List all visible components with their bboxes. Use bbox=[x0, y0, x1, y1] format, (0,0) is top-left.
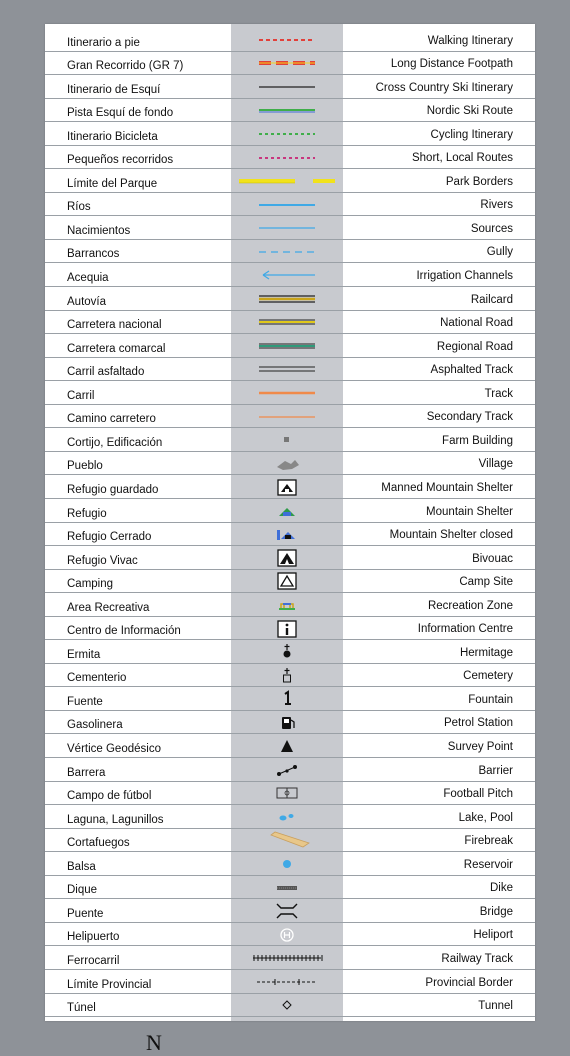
shelter-closed-icon bbox=[231, 523, 343, 547]
legend-label-en: Recreation Zone bbox=[427, 599, 513, 612]
information-centre-icon bbox=[231, 617, 343, 641]
source-icon bbox=[231, 216, 343, 240]
legend-label-en: Tunnel bbox=[478, 1000, 513, 1013]
legend-row bbox=[45, 146, 535, 170]
legend-row bbox=[45, 28, 535, 52]
legend-label-es: Nacimientos bbox=[67, 224, 131, 237]
legend-label-en: Firebreak bbox=[464, 835, 513, 848]
legend-label-es: Laguna, Lagunillos bbox=[67, 813, 164, 826]
legend-label-en: Reservoir bbox=[463, 858, 513, 871]
secondary-track-icon bbox=[231, 405, 343, 429]
legend-row bbox=[45, 499, 535, 523]
legend-label-es: Refugio Cerrado bbox=[67, 531, 152, 544]
legend-panel bbox=[45, 24, 535, 1021]
legend-label-en: Mountain Shelter closed bbox=[389, 529, 513, 542]
legend-label-es: Cortijo, Edificación bbox=[67, 436, 163, 449]
legend-label-es: Ferrocarril bbox=[67, 954, 120, 967]
national-road-icon bbox=[231, 311, 343, 335]
long-distance-footpath-icon bbox=[231, 52, 343, 76]
legend-label-es: Gasolinera bbox=[67, 719, 123, 732]
legend-label-es: Vértice Geodésico bbox=[67, 743, 161, 756]
barrier-icon bbox=[231, 758, 343, 782]
reservoir-icon bbox=[231, 852, 343, 876]
legend-label-en: Bridge bbox=[479, 905, 513, 918]
legend-label-en: Asphalted Track bbox=[430, 364, 513, 377]
legend-row bbox=[45, 782, 535, 806]
legend-label-es: Carril bbox=[67, 389, 95, 402]
legend-row bbox=[45, 876, 535, 900]
legend-label-en: Cemetery bbox=[463, 670, 513, 683]
legend-row bbox=[45, 523, 535, 547]
legend-label-en: Farm Building bbox=[442, 434, 513, 447]
legend-label-es: Area Recreativa bbox=[67, 601, 150, 614]
legend-label-es: Refugio guardado bbox=[67, 483, 159, 496]
recreation-zone-icon bbox=[231, 593, 343, 617]
legend-label-en: Dike bbox=[489, 882, 513, 895]
legend-label-es: Límite del Parque bbox=[67, 177, 158, 190]
legend-row bbox=[45, 735, 535, 759]
legend-label-es: Límite Provincial bbox=[67, 978, 152, 991]
village-icon bbox=[231, 452, 343, 476]
legend-label-en: Sources bbox=[470, 222, 513, 235]
shelter-icon bbox=[231, 499, 343, 523]
legend-row bbox=[45, 617, 535, 641]
hermitage-icon bbox=[231, 640, 343, 664]
legend-label-en: Nordic Ski Route bbox=[426, 105, 513, 118]
legend-label-es: Acequia bbox=[67, 272, 109, 285]
legend-row bbox=[45, 805, 535, 829]
legend-label-en: Rivers bbox=[480, 199, 513, 212]
lake-icon bbox=[231, 805, 343, 829]
legend-label-en: Lake, Pool bbox=[458, 811, 513, 824]
legend-row bbox=[45, 994, 535, 1018]
manned-shelter-icon bbox=[231, 475, 343, 499]
legend-label-en: Railcard bbox=[470, 293, 513, 306]
legend-row bbox=[45, 75, 535, 99]
cemetery-icon bbox=[231, 664, 343, 688]
legend-row bbox=[45, 240, 535, 264]
legend-label-es: Carretera nacional bbox=[67, 319, 162, 332]
legend-label-es: Pueblo bbox=[67, 460, 103, 473]
regional-road-icon bbox=[231, 334, 343, 358]
legend-label-en: Football Pitch bbox=[443, 788, 513, 801]
river-icon bbox=[231, 193, 343, 217]
legend-label-es: Refugio bbox=[67, 507, 107, 520]
legend-label-es: Itinerario de Esquí bbox=[67, 83, 161, 96]
heliport-icon bbox=[231, 923, 343, 947]
legend-row bbox=[45, 169, 535, 193]
legend-row bbox=[45, 852, 535, 876]
legend-label-es: Barrera bbox=[67, 766, 106, 779]
legend-row bbox=[45, 829, 535, 853]
legend-label-en: Secondary Track bbox=[426, 411, 513, 424]
legend-label-es: Campo de fútbol bbox=[67, 790, 152, 803]
bivouac-icon bbox=[231, 546, 343, 570]
legend-label-es: Barrancos bbox=[67, 248, 120, 261]
legend-label-en: Camp Site bbox=[459, 576, 513, 589]
football-pitch-icon bbox=[231, 782, 343, 806]
bridge-icon bbox=[231, 899, 343, 923]
legend-label-en: Survey Point bbox=[447, 741, 513, 754]
north-mark: N bbox=[146, 1030, 162, 1055]
legend-row bbox=[45, 711, 535, 735]
legend-label-en: Provincial Border bbox=[425, 976, 513, 989]
legend-label-en: Railway Track bbox=[441, 952, 513, 965]
legend-label-en: Bivouac bbox=[472, 552, 513, 565]
provincial-border-icon bbox=[231, 970, 343, 994]
legend-row bbox=[45, 593, 535, 617]
legend-label-es: Puente bbox=[67, 907, 104, 920]
legend-label-es: Dique bbox=[67, 884, 98, 897]
legend-label-es: Refugio Vivac bbox=[67, 554, 138, 567]
legend-row bbox=[45, 475, 535, 499]
legend-row bbox=[45, 52, 535, 76]
legend-row bbox=[45, 758, 535, 782]
legend-label-en: Cycling Itinerary bbox=[430, 128, 513, 141]
legend-label-es: Camino carretero bbox=[67, 413, 156, 426]
asphalted-track-icon bbox=[231, 358, 343, 382]
row-divider bbox=[45, 1016, 535, 1017]
legend-row bbox=[45, 970, 535, 994]
firebreak-icon bbox=[231, 829, 343, 853]
legend-label-es: Carretera comarcal bbox=[67, 342, 166, 355]
legend-label-en: Fountain bbox=[468, 693, 513, 706]
legend-label-en: Heliport bbox=[473, 929, 513, 942]
legend-row bbox=[45, 923, 535, 947]
legend-label-en: Hermitage bbox=[459, 646, 513, 659]
legend-row bbox=[45, 122, 535, 146]
gully-icon bbox=[231, 240, 343, 264]
legend-label-en: Mountain Shelter bbox=[426, 505, 513, 518]
legend-label-es: Gran Recorrido (GR 7) bbox=[67, 60, 184, 73]
legend-label-es: Autovía bbox=[67, 295, 106, 308]
legend-label-es: Pista Esquí de fondo bbox=[67, 107, 174, 120]
legend-row bbox=[45, 899, 535, 923]
legend-label-en: Barrier bbox=[478, 764, 513, 777]
legend-row bbox=[45, 570, 535, 594]
legend-row bbox=[45, 358, 535, 382]
legend-label-en: Walking Itinerary bbox=[427, 34, 513, 47]
legend-label-en: Manned Mountain Shelter bbox=[381, 481, 513, 494]
legend-label-es: Ermita bbox=[67, 648, 101, 661]
legend-row bbox=[45, 311, 535, 335]
legend-row bbox=[45, 264, 535, 288]
tunnel-icon bbox=[231, 994, 343, 1018]
railway-icon bbox=[231, 946, 343, 970]
legend-row bbox=[45, 664, 535, 688]
legend-label-en: Regional Road bbox=[436, 340, 513, 353]
legend-label-en: Village bbox=[478, 458, 513, 471]
ski-itinerary-icon bbox=[231, 75, 343, 99]
survey-point-icon bbox=[231, 735, 343, 759]
legend-label-es: Ríos bbox=[67, 201, 91, 214]
legend-row bbox=[45, 193, 535, 217]
legend-row bbox=[45, 334, 535, 358]
legend-label-en: National Road bbox=[440, 317, 513, 330]
legend-row bbox=[45, 452, 535, 476]
legend-label-en: Short, Local Routes bbox=[411, 152, 513, 165]
legend-row bbox=[45, 946, 535, 970]
legend-label-en: Cross Country Ski Itinerary bbox=[375, 81, 513, 94]
legend-label-es: Camping bbox=[67, 578, 114, 591]
fountain-icon bbox=[231, 687, 343, 711]
legend-label-en: Long Distance Footpath bbox=[390, 58, 513, 71]
legend-row bbox=[45, 640, 535, 664]
walking-itinerary-icon bbox=[231, 28, 343, 52]
legend-label-es: Centro de Información bbox=[67, 625, 181, 638]
legend-row bbox=[45, 405, 535, 429]
legend-row bbox=[45, 428, 535, 452]
legend-label-es: Carril asfaltado bbox=[67, 366, 145, 379]
legend-label-es: Túnel bbox=[67, 1002, 96, 1015]
legend-row bbox=[45, 216, 535, 240]
legend-label-es: Helipuerto bbox=[67, 931, 120, 944]
legend-label-en: Irrigation Channels bbox=[416, 270, 513, 283]
legend-label-es: Cortafuegos bbox=[67, 837, 130, 850]
legend-label-es: Itinerario Bicicleta bbox=[67, 130, 158, 143]
motorway-icon bbox=[231, 287, 343, 311]
legend-label-en: Information Centre bbox=[417, 623, 513, 636]
nordic-ski-route-icon bbox=[231, 99, 343, 123]
legend-label-es: Cementerio bbox=[67, 672, 127, 685]
legend-label-en: Park Borders bbox=[445, 175, 513, 188]
legend-row bbox=[45, 546, 535, 570]
legend-label-es: Fuente bbox=[67, 695, 103, 708]
short-routes-icon bbox=[231, 146, 343, 170]
dike-icon bbox=[231, 876, 343, 900]
cycling-itinerary-icon bbox=[231, 122, 343, 146]
camp-site-icon bbox=[231, 570, 343, 594]
legend-row bbox=[45, 381, 535, 405]
legend-label-en: Track bbox=[484, 387, 513, 400]
legend-row bbox=[45, 287, 535, 311]
petrol-station-icon bbox=[231, 711, 343, 735]
irrigation-channel-icon bbox=[231, 264, 343, 288]
track-icon bbox=[231, 381, 343, 405]
park-border-icon bbox=[231, 169, 343, 193]
legend-label-es: Balsa bbox=[67, 860, 96, 873]
legend-row bbox=[45, 687, 535, 711]
legend-label-en: Petrol Station bbox=[443, 717, 513, 730]
legend-label-es: Pequeños recorridos bbox=[67, 154, 174, 167]
legend-row bbox=[45, 99, 535, 123]
legend-label-en: Gully bbox=[486, 246, 513, 259]
farm-building-icon bbox=[231, 428, 343, 452]
legend-label-es: Itinerario a pie bbox=[67, 36, 140, 49]
